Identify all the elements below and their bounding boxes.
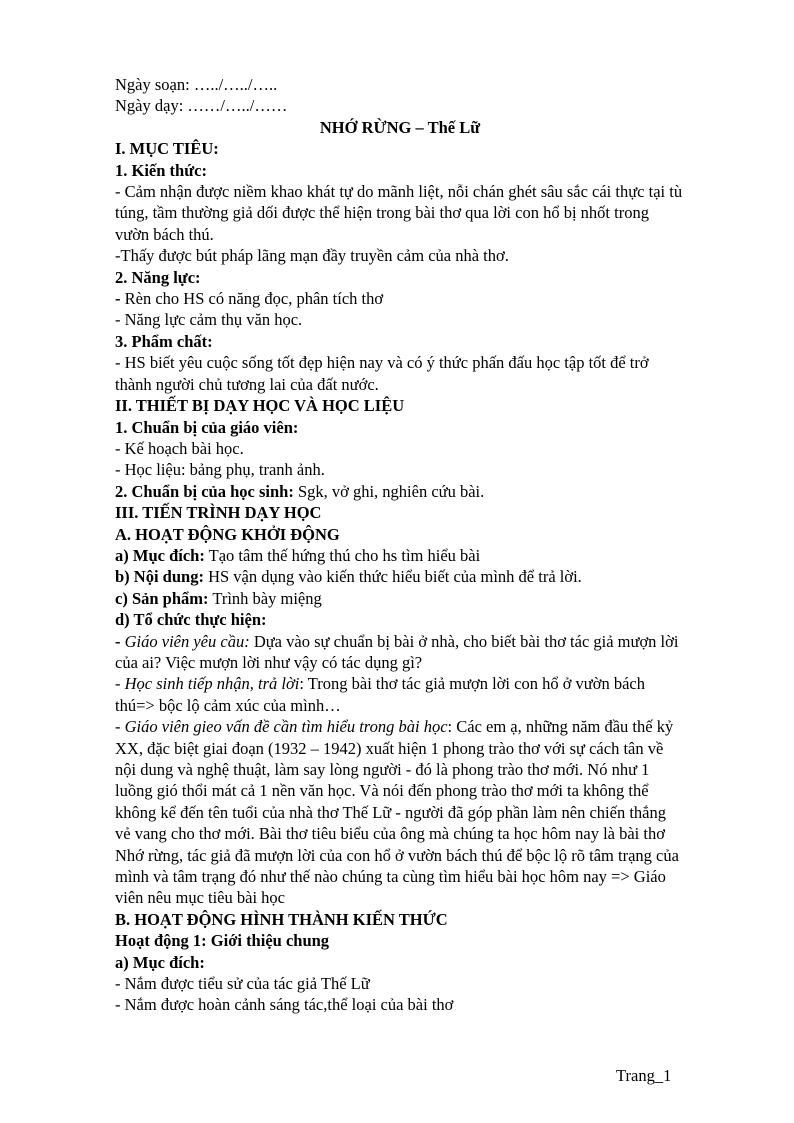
activity-1-item-1: - Nắm được tiểu sử của tác giả Thế Lữ [115,974,370,994]
teacher-request-label: Giáo viên yêu cầu: [124,631,250,651]
activity-a-heading: A. HOẠT ĐỘNG KHỞI ĐỘNG [115,524,340,544]
teacher-request-dash: - [115,631,125,651]
teacher-intro-text: : Các em ạ, những năm đầu thế kỷ XX, đặc biệt giai đoạn (1932 – 1942) xuất hiện 1 phong trào thơ với sự cách tân về nội dung và nghệ thuật, làm say lòng người - đó là phong trào thơ mới. Nó như 1 luồng gió thổi mát cả 1 nền văn học. Và nói đến phong trào thơ mới ta không thể không kể đến tên tuổi của nhà thơ Thế Lữ - người đã góp phần làm nên chiến thắng vẻ vang cho thơ mới. Bài thơ tiêu biểu của ông mà chúng ta học hôm nay là bài thơ Nhớ rừng, tác giả đã mượn lời của con hổ ở vườn bách thú để bộc lộ rõ tâm trạng của mình và tâm trạng đó như thế nào chúng ta cùng tìm hiểu bài học hôm nay => Giáo viên nêu mục tiêu bài học [115,717,679,908]
ability-heading: 2. Năng lực: [115,267,201,287]
activity-1-purpose-heading: a) Mục đích: [115,952,205,972]
lesson-title: NHỚ RỪNG – Thế Lữ [319,117,481,137]
teacher-request-text: Dựa vào sự chuẩn bị bài ở nhà, cho biết bài thơ tác giả mượn lời của ai? Việc mượn lời như vậy có tác dụng gì? [115,631,679,672]
knowledge-paragraph-1: - Cảm nhận được niềm khao khát tự do mãnh liệt, nỗi chán ghét sâu sắc cái thực tại tù túng, tầm thường giả dối được thể hiện trong bài thơ qua lời con hổ bị nhốt trong vườn bách thú. [115,182,683,244]
section-process-heading: III. TIẾN TRÌNH DẠY HỌC [115,503,322,523]
ability-item-1 [115,288,685,309]
knowledge-paragraph-2: -Thấy được bút pháp lãng mạn đầy truyền cảm của nhà thơ. [115,246,509,266]
activity-a-content-text: HS vận dụng vào kiến thức hiểu biết của mình để trả lời. [203,567,582,587]
student-response-paragraph [115,673,685,716]
quality-heading: 3. Phẩm chất: [115,331,213,351]
student-prep-label: 2. Chuẩn bị của học sinh: [115,481,294,501]
teacher-prep-item-2: - Học liệu: bảng phụ, tranh ảnh. [115,460,325,480]
date-prepared: Ngày soạn: …../…../….. [115,75,278,94]
activity-a-purpose-label: a) Mục đích: [115,545,205,565]
section-objectives-heading: I. MỤC TIÊU: [115,139,219,159]
activity-a-product-text: Trình bày miệng [208,588,322,608]
activity-a-purpose-text: Tạo tâm thế hứng thú cho hs tìm hiểu bài [204,545,481,565]
date-taught: Ngày dạy: ……/…../…… [115,96,288,116]
activity-b-heading: B. HOẠT ĐỘNG HÌNH THÀNH KIẾN THỨC [115,909,448,929]
quality-paragraph: - HS biết yêu cuộc sống tốt đẹp hiện nay và có ý thức phấn đấu học tập tốt để trở thành người chủ tương lai của đất nước. [115,353,649,394]
teacher-intro-paragraph [115,716,685,909]
activity-a-content [115,566,685,587]
knowledge-heading: 1. Kiến thức: [115,160,207,180]
student-response-label: - Học sinh tiếp nhận, trả lời [115,674,300,694]
activity-a-organization-heading: d) Tổ chức thực hiện: [115,610,267,630]
activity-a-product [115,588,685,609]
activity-a-content-label: b) Nội dung: [115,567,204,587]
activity-a-purpose [115,545,685,566]
student-prep [115,481,685,502]
student-prep-text: Sgk, vở ghi, nghiên cứu bài. [293,481,485,501]
ability-item-1-text: Rèn cho HS có năng đọc, phân tích thơ [120,289,384,309]
page-number: Trang_1 [616,1066,672,1085]
teacher-intro-label: - Giáo viên gieo vấn đề cần tìm hiểu trong bài học [115,717,448,737]
teacher-prep-item-1: - Kế hoạch bài học. [115,438,244,458]
student-response-text: : Trong bài thơ tác giả mượn lời con hổ ở vườn bách thú=> bộc lộ cảm xúc của mình… [115,674,645,715]
ability-item-2: - Năng lực cảm thụ văn học. [115,310,303,330]
document-page [115,74,685,1016]
ability-item-1-dash: - [115,289,121,309]
teacher-request-paragraph [115,631,685,674]
activity-a-product-label: c) Sản phẩm: [115,588,209,608]
section-equipment-heading: II. THIẾT BỊ DẠY HỌC VÀ HỌC LIỆU [115,396,405,416]
activity-1-heading: Hoạt động 1: Giới thiệu chung [115,931,330,951]
activity-1-item-2: - Nắm được hoàn cảnh sáng tác,thể loại của bài thơ [115,995,454,1015]
teacher-prep-heading: 1. Chuẩn bị của giáo viên: [115,417,299,437]
